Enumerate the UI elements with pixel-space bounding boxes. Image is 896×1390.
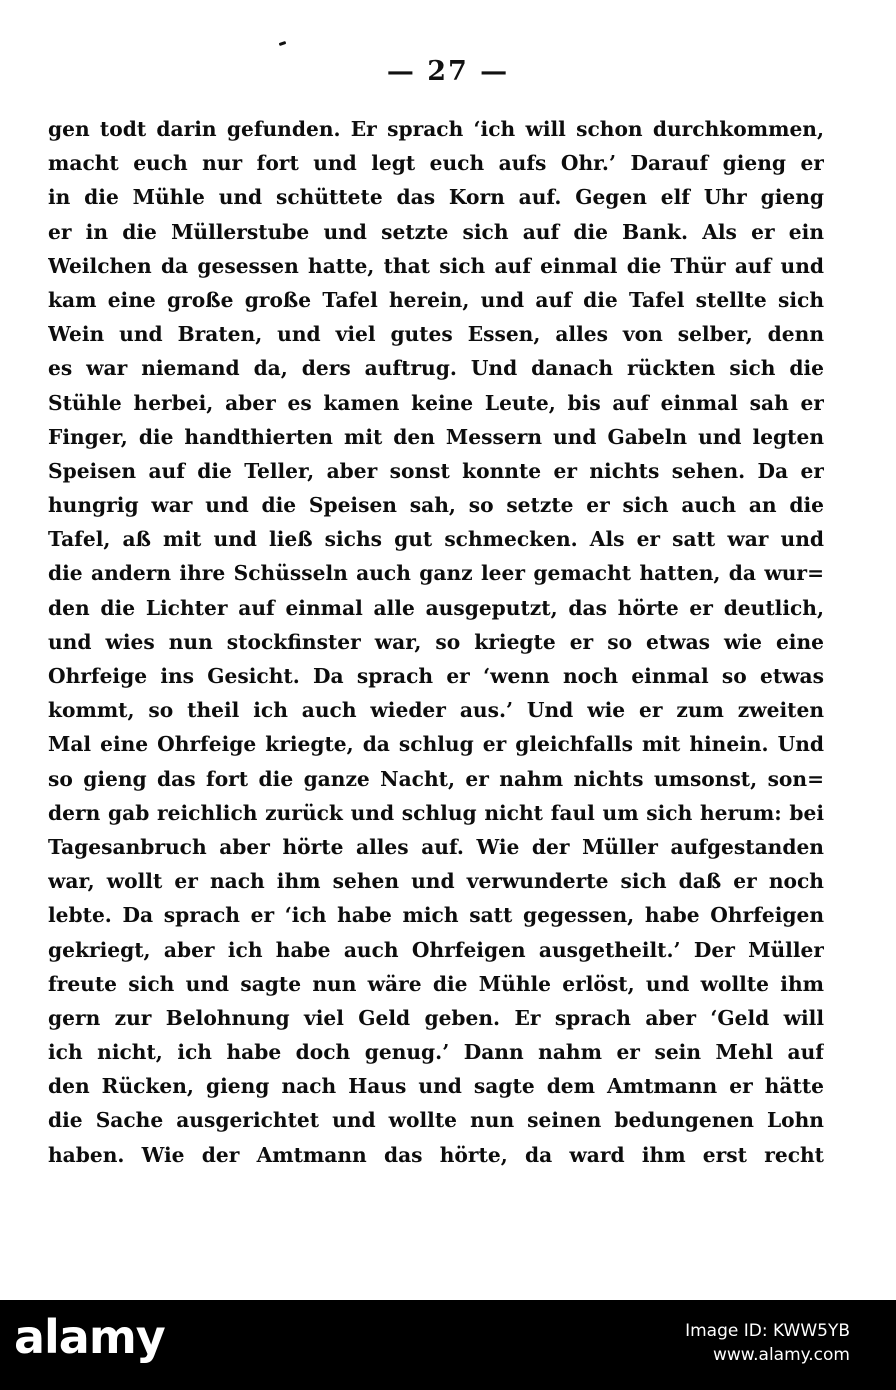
text-line: den Rücken, gieng nach Haus und sagte dem Amtmann er hätte [48, 1074, 824, 1099]
text-line: gern zur Belohnung viel Geld geben. Er sprach aber ‘Geld will [48, 1005, 824, 1030]
text-line: Ohrfeige ins Gesicht. Da sprach er ‘wenn noch einmal so etwas [48, 664, 824, 688]
text-line: kommt, so theil ich auch wieder aus.’ Und wie er zum zweiten [48, 698, 824, 723]
body-text [48, 112, 824, 1172]
text-line: haben. Wie der Amtmann das hörte, da ward ihm erst recht [48, 1142, 824, 1167]
text-line: Finger, die handthierten mit den Messern und Gabeln und legten [48, 424, 824, 449]
text-line: den die Lichter auf einmal alle ausgeputzt, das hörte er deutlich, [48, 595, 824, 620]
text-line: hungrig war und die Speisen sah, so setzte er sich auch an die [48, 493, 824, 518]
text-line: Tagesanbruch aber hörte alles auf. Wie der Müller aufgestanden [48, 834, 824, 859]
image-info [685, 1320, 850, 1366]
text-line: und wies nun stockfinster war, so kriegte er so etwas wie eine [48, 629, 824, 654]
text-line: macht euch nur fort und legt euch aufs Ohr.’ Darauf gieng er [48, 151, 824, 176]
text-line: Tafel, aß mit und ließ sichs gut schmecken. Als er satt war und [48, 527, 824, 552]
text-line: lebte. Da sprach er ‘ich habe mich satt gegessen, habe Ohrfeigen [48, 903, 824, 928]
text-line: die Sache ausgerichtet und wollte nun seinen bedungenen Lohn [48, 1108, 824, 1133]
site-url: www.alamy.com [712, 1345, 850, 1365]
alamy-logo: alamy [14, 1310, 165, 1364]
text-line: so gieng das fort die ganze Nacht, er nahm nichts umsonst, son= [48, 766, 824, 791]
text-line: es war niemand da, ders auftrug. Und danach rückten sich die [48, 356, 824, 381]
text-line: freute sich und sagte nun wäre die Mühle erlöst, und wollte ihm [48, 971, 824, 996]
text-line: Mal eine Ohrfeige kriegte, da schlug er gleichfalls mit hinein. Und [48, 732, 824, 757]
text-line: die andern ihre Schüsseln auch ganz leer gemacht hatten, da wur= [48, 561, 824, 586]
text-line: gekriegt, aber ich habe auch Ohrfeigen ausgetheilt.’ Der Müller [48, 937, 824, 962]
ink-mark [279, 41, 287, 46]
image-id: Image ID: KWW5YB [685, 1321, 850, 1341]
text-line: Weilchen da gesessen hatte, that sich auf einmal die Thür auf und [48, 253, 824, 278]
text-line: Wein und Braten, und viel gutes Essen, alles von selber, denn [48, 322, 824, 347]
text-line: in die Mühle und schüttete das Korn auf. Gegen elf Uhr gieng [48, 185, 824, 210]
page-number: — 27 — [386, 56, 510, 87]
text-line: Speisen auf die Teller, aber sonst konnte er nichts sehen. Da er [48, 458, 824, 483]
watermark-bar [0, 1300, 896, 1390]
text-line: war, wollt er nach ihm sehen und verwunderte sich daß er noch [48, 869, 824, 894]
text-line: Stühle herbei, aber es kamen keine Leute, bis auf einmal sah er [48, 390, 824, 415]
text-line: ich nicht, ich habe doch genug.’ Dann nahm er sein Mehl auf [48, 1040, 824, 1065]
text-line: kam eine große große Tafel herein, und auf die Tafel stellte sich [48, 287, 824, 312]
text-line: er in die Müllerstube und setzte sich auf die Bank. Als er ein [48, 219, 824, 244]
text-line: dern gab reichlich zurück und schlug nicht faul um sich herum: bei [48, 800, 824, 825]
text-line: gen todt darin gefunden. Er sprach ‘ich will schon durchkommen, [48, 117, 824, 141]
